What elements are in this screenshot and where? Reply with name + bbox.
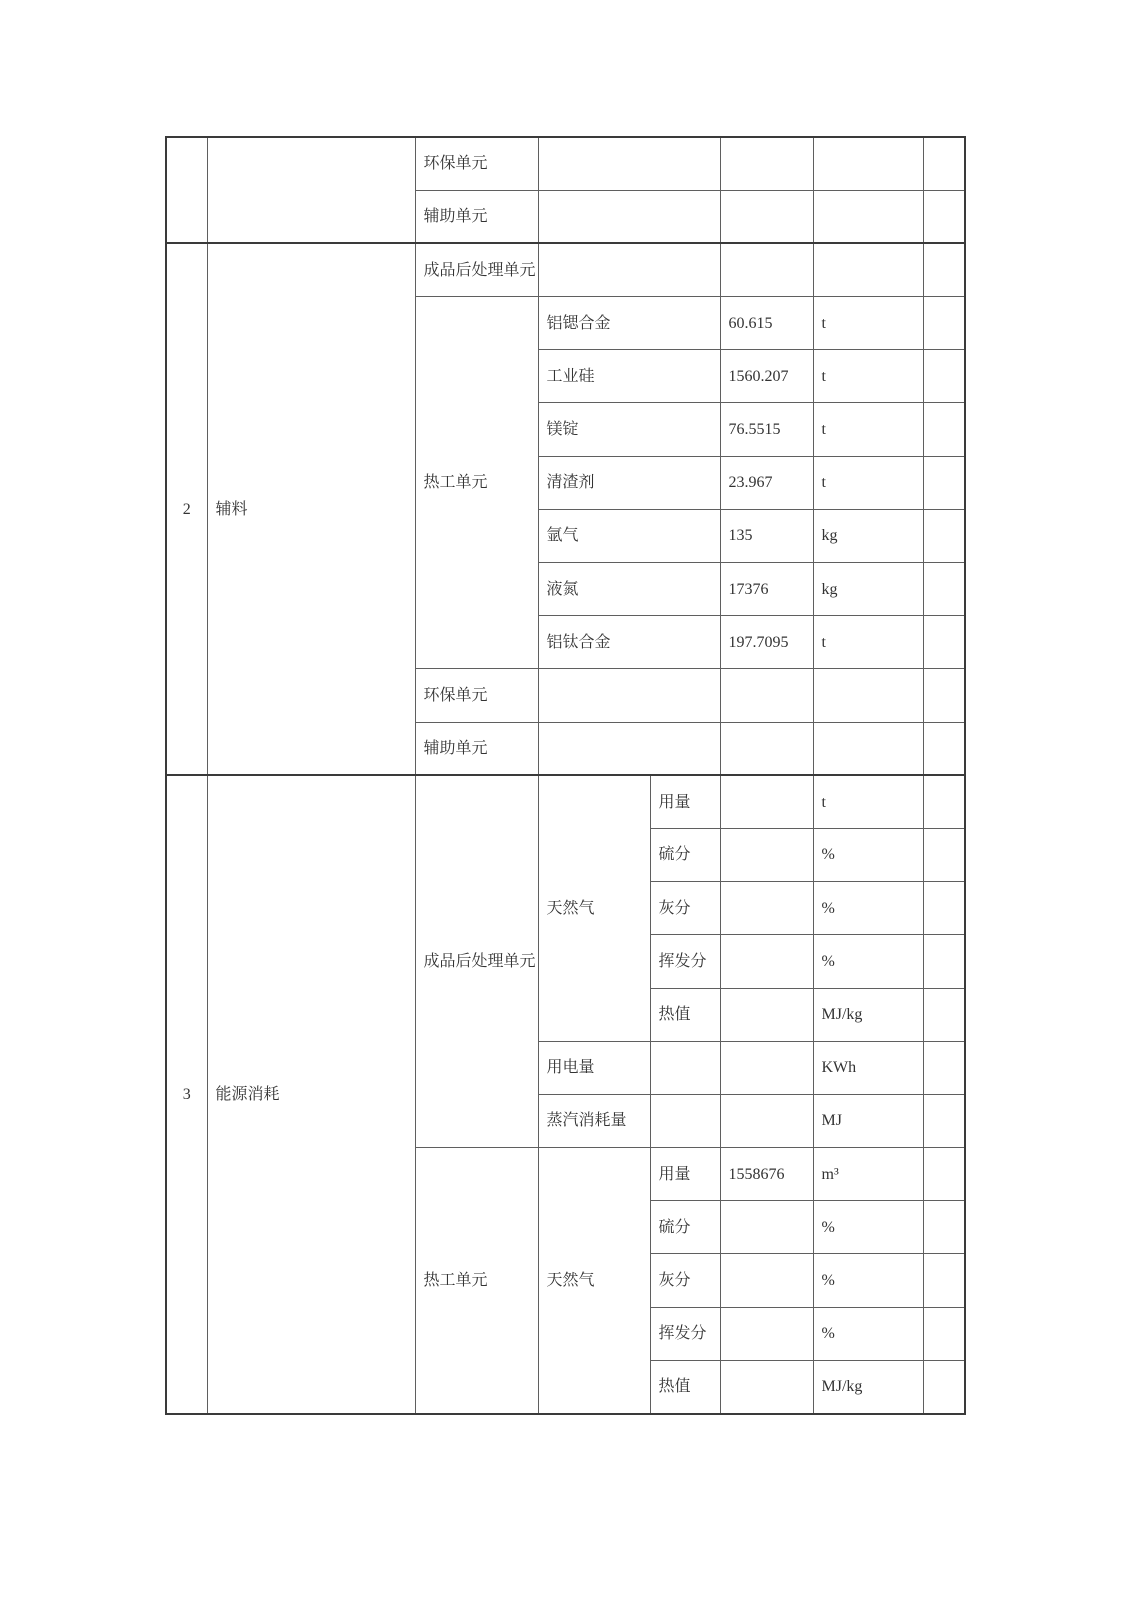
material-name-cell: 氩气: [538, 509, 720, 562]
spare-cell: [923, 935, 965, 988]
spare-cell: [923, 243, 965, 296]
value-cell: [720, 935, 813, 988]
row-no-cell: [166, 137, 207, 243]
property-name-cell: 热值: [650, 988, 720, 1041]
value-cell: 1558676: [720, 1148, 813, 1201]
uom-cell: kg: [813, 563, 923, 616]
category-cell: 能源消耗: [207, 775, 415, 1413]
spare-cell: [923, 1041, 965, 1094]
value-cell: [720, 775, 813, 828]
category-cell: [207, 137, 415, 243]
uom-cell: %: [813, 1201, 923, 1254]
unit-cell: 热工单元: [415, 297, 538, 669]
value-cell: [720, 988, 813, 1041]
uom-cell: MJ/kg: [813, 988, 923, 1041]
uom-cell: t: [813, 775, 923, 828]
value-cell: [720, 1360, 813, 1413]
material-name-cell: 液氮: [538, 563, 720, 616]
value-cell: [720, 1094, 813, 1147]
unit-cell: 环保单元: [415, 669, 538, 722]
uom-cell: [813, 722, 923, 775]
uom-cell: %: [813, 1307, 923, 1360]
property-name-cell: [650, 1094, 720, 1147]
spare-cell: [923, 722, 965, 775]
row-no-cell: 3: [166, 775, 207, 1413]
uom-cell: [813, 243, 923, 296]
uom-cell: [813, 190, 923, 243]
item-cell: [538, 669, 720, 722]
item-cell: 用电量: [538, 1041, 650, 1094]
value-cell: [720, 882, 813, 935]
value-cell: 1560.207: [720, 350, 813, 403]
uom-cell: t: [813, 403, 923, 456]
value-cell: [720, 1041, 813, 1094]
uom-cell: t: [813, 616, 923, 669]
fuel-name-cell: 天然气: [538, 1148, 650, 1414]
property-name-cell: 用量: [650, 1148, 720, 1201]
table-row: [166, 137, 965, 190]
unit-cell: 成品后处理单元: [415, 775, 538, 1147]
property-name-cell: [650, 1041, 720, 1094]
spare-cell: [923, 350, 965, 403]
uom-cell: %: [813, 828, 923, 881]
spare-cell: [923, 828, 965, 881]
spare-cell: [923, 456, 965, 509]
uom-cell: t: [813, 297, 923, 350]
property-name-cell: 灰分: [650, 1254, 720, 1307]
property-name-cell: 热值: [650, 1360, 720, 1413]
unit-cell: 辅助单元: [415, 722, 538, 775]
process-data-table: [165, 136, 966, 1415]
unit-cell: 环保单元: [415, 137, 538, 190]
spare-cell: [923, 616, 965, 669]
uom-cell: [813, 669, 923, 722]
uom-cell: kg: [813, 509, 923, 562]
material-name-cell: 清渣剂: [538, 456, 720, 509]
spare-cell: [923, 509, 965, 562]
item-cell: [538, 722, 720, 775]
value-cell: 23.967: [720, 456, 813, 509]
unit-cell: 热工单元: [415, 1148, 538, 1414]
category-cell: 辅料: [207, 243, 415, 775]
item-cell: [538, 190, 720, 243]
uom-cell: m³: [813, 1148, 923, 1201]
spare-cell: [923, 882, 965, 935]
uom-cell: %: [813, 1254, 923, 1307]
property-name-cell: 用量: [650, 775, 720, 828]
material-name-cell: 铝锶合金: [538, 297, 720, 350]
value-cell: [720, 243, 813, 296]
uom-cell: t: [813, 350, 923, 403]
property-name-cell: 挥发分: [650, 1307, 720, 1360]
fuel-name-cell: 天然气: [538, 775, 650, 1041]
spare-cell: [923, 1360, 965, 1413]
value-cell: [720, 190, 813, 243]
value-cell: [720, 1307, 813, 1360]
table-row: [166, 243, 965, 296]
uom-cell: %: [813, 882, 923, 935]
spare-cell: [923, 1094, 965, 1147]
table-row: [166, 775, 965, 828]
spare-cell: [923, 1254, 965, 1307]
value-cell: [720, 1254, 813, 1307]
spare-cell: [923, 1307, 965, 1360]
uom-cell: [813, 137, 923, 190]
material-name-cell: 镁锭: [538, 403, 720, 456]
spare-cell: [923, 563, 965, 616]
value-cell: [720, 137, 813, 190]
unit-cell: 成品后处理单元: [415, 243, 538, 296]
spare-cell: [923, 669, 965, 722]
value-cell: [720, 722, 813, 775]
spare-cell: [923, 1201, 965, 1254]
value-cell: 76.5515: [720, 403, 813, 456]
item-cell: 蒸汽消耗量: [538, 1094, 650, 1147]
material-name-cell: 铝钛合金: [538, 616, 720, 669]
spare-cell: [923, 1148, 965, 1201]
material-name-cell: 工业硅: [538, 350, 720, 403]
value-cell: 197.7095: [720, 616, 813, 669]
spare-cell: [923, 137, 965, 190]
uom-cell: MJ: [813, 1094, 923, 1147]
uom-cell: MJ/kg: [813, 1360, 923, 1413]
value-cell: 60.615: [720, 297, 813, 350]
value-cell: 17376: [720, 563, 813, 616]
value-cell: 135: [720, 509, 813, 562]
unit-cell: 辅助单元: [415, 190, 538, 243]
value-cell: [720, 828, 813, 881]
uom-cell: t: [813, 456, 923, 509]
row-no-cell: 2: [166, 243, 207, 775]
spare-cell: [923, 190, 965, 243]
item-cell: [538, 137, 720, 190]
spare-cell: [923, 988, 965, 1041]
spare-cell: [923, 297, 965, 350]
value-cell: [720, 1201, 813, 1254]
property-name-cell: 硫分: [650, 828, 720, 881]
property-name-cell: 硫分: [650, 1201, 720, 1254]
property-name-cell: 挥发分: [650, 935, 720, 988]
spare-cell: [923, 775, 965, 828]
item-cell: [538, 243, 720, 296]
uom-cell: %: [813, 935, 923, 988]
value-cell: [720, 669, 813, 722]
spare-cell: [923, 403, 965, 456]
property-name-cell: 灰分: [650, 882, 720, 935]
uom-cell: KWh: [813, 1041, 923, 1094]
